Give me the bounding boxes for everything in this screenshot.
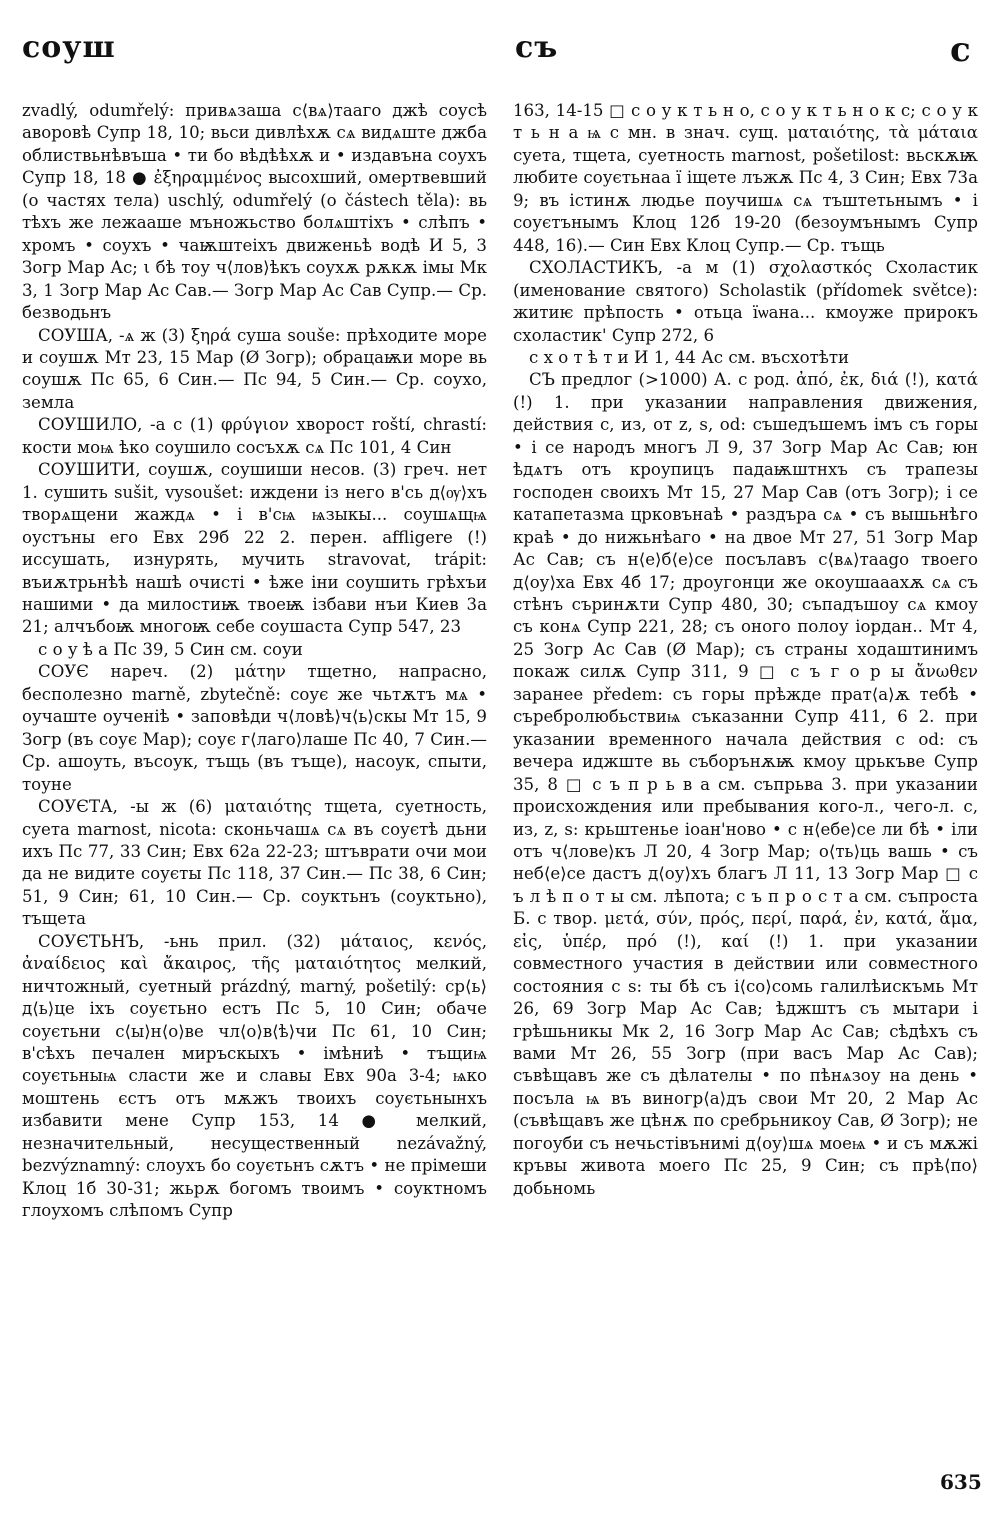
entry-soushiti: СОУШИТИ, соушѫ, соушиши несов. (3) греч. нет 1. сушить sušit, vysoušet: иждени із него в'сь д⟨ѹ⟩хъ творѧщени жаждѧ • і в'сѩ ѩзыкы... соушѧщѩ оустъны его Евх 29б 22 2. перен. affligere (!) иссушать, изнурять, мучить stravovat, trápit: въиѫтрьнѣѣ нашѣ очисті • ѣже іни соушить грѣхъи нашими • да милостиѭ твоеѭ ізбави нъи Киев 3а 21; алчъбоѭ многоѭ себе соушаста Супр 547, 23 <box>22 460 487 637</box>
running-head-left: соуш <box>22 30 116 65</box>
running-head-center: съ <box>515 30 559 65</box>
page-header <box>0 30 1000 80</box>
entry-paragraph: zvadlý, odumřelý: привѧзаша с⟨вѧ⟩тааго джѣ соусѣ аворовѣ Супр 18, 10; вьси дивлѣхѫ сѧ видѧште джба облиствьнѣвъша • ти бо вѣдѣѣхѫ и • издавъна соухъ Супр 18, 18 ● ἐξηραμμένος высохший, омертвевший (о частях тела) uschlý, odumřelý (o částech těla): вь тѣхъ же лежааше мъножьство болѧштіхъ • слѣпъ • хромъ • соухъ • чаѭштеіхъ движеньѣ водѣ И 5, 3 Зогр Мар Ас; ι бѣ тоу ч⟨лов⟩ѣкъ соухѫ рѫкѫ імы Мк 3, 1 Зогр Мар Ас Сав.— Зогр Мар Ас Сав Супр.— Ср. безводьнъ <box>22 101 487 323</box>
entry-soue: СОУЄ нареч. (2) μάτην тщетно, напрасно, бесполезно marně, zbytečně: соує же чьтѫтъ мѧ • оучаште оученіѣ • заповѣди ч⟨ловѣ⟩ч⟨ь⟩скы Мт 15, 9 Зогр (въ соує Мар); соує г⟨лаго⟩лаше Пс 40, 7 Син.— Ср. ашоуть, въсоук, тъщь (въ тъще), насоук, спыти, тоуне <box>22 662 487 794</box>
entry-paragraph: 163, 14-15 □ с о у к т ь н о, с о у к т ь н о к с; с о у к т ь н а ѩ с мн. в знач. сущ. ματαιότης, τὰ μάταια суета, тщета, суетность marnost, pošetilost: вьскѫѭ любите соуєтьнаа ї іщете лъжѫ Пс 4, 3 Син; Евх 73а 9; въ істинѫ людье поучишѧ сѧ тъштетьнымъ • і соуєтънымъ Клоц 12б 19-20 (безоумънымъ Супр 448, 16).— Син Евх Клоц Супр.— Ср. тъщь <box>513 101 978 255</box>
entry-su-preposition: СЪ предлог (>1000) А. с род. ἀπό, ἐκ, διά (!), κατά (!) 1. при указании направления движения, действия с, из, от z, s, od: съшедъшемъ імъ съ горы • і се народъ многъ Л 9, 37 Зогр Мар Ас Сав; юн ѣдѧтъ отъ кроупицъ падаѭштнхъ съ трапезы господен своихъ Мт 15, 27 Мар Сав (отъ Зогр); і се катапетазма црковънаѣ • раздъра сѧ • съ вышьнѣго краѣ • до нижьнѣаго • на двое Мт 27, 51 Зогр Мар Ас Сав; съ н⟨е⟩б⟨е⟩се посълавъ с⟨вѧ⟩таago твоего д⟨оу⟩ха Евх 4б 17; дроугонци же окоушааахѫ сѧ съ стѣнъ съринѫти Супр 480, 30; съпадъшоу сѧ кмоу съ конѧ Супр 221, 28; съ оного полоу іордан.. Мт 4, 25 Зогр Ас Сав (Ø Мар); съ страны ходаштинимъ покаж силѫ Супр 311, 9 □ с ъ г о р ы ἄνωθεν заранее předem: съ горы прѣжде прат⟨а⟩ѫ тебѣ • съребролюбьствиѩ съказанни Супр 411, 6 2. при указании временного начала действия с od: съ вечера иджште вь съборънѫѭ кмоу црькъве Супр 35, 8 □ с ъ п р ь в а см. съпрьва 3. при указании происхождения или пребывания кого-л., чего-л. с, из, z, s: крьштенье іоан'ново • с н⟨ебе⟩се ли бѣ • іли отъ ч⟨лове⟩къ Л 20, 4 Зогр Мар; о⟨ть⟩ць вашь • съ неб⟨е⟩се дастъ д⟨оу⟩хъ благъ Л 11, 13 Зогр Мар □ с ъ л ѣ п о т ы см. лѣпота; с ъ п р о с т а см. съпроста Б. с твор. μετά, σύν, πρός, περί, παρά, ἐν, κατά, ἅμα, εἰς, ὑπέρ, πρό (!), καί (!) 1. при указании совместного участия в действии или совместного состояния с s: ты бѣ съ і⟨со⟩сомь галилѣискъмь Мт 26, 69 Зогр Мар Ас Сав; ѣджштъ съ мытари і грѣшьникы Мк 2, 16 Зогр Мар Ас Сав; сѣдѣхъ съ вами Мт 26, 55 Зогр (при васъ Мар Ас Сав); съвѣщавъ же съ дѣлателы • по пѣнѧзоу на день • посъла ѩ въ виногр⟨а⟩дъ свои Мт 20, 2 Мар Ас (съвѣщавъ же цѣнѫ по сребрьникоу Сав, Ø Зогр); не погоуби съ нечьстівънимі д⟨оу⟩шѧ моеѩ • и съ мѫжі кръвы живота моего Пс 25, 9 Син; съ прѣ⟨по⟩добьномь <box>513 370 978 1198</box>
entry-soueta: СОУЄТА, -ы ж (6) ματαιότης тщета, суетность, суета marnost, nicota: сконьчашѧ сѧ въ соуєтѣ дьни ихъ Пс 77, 33 Син; Евх 62а 22-23; штъврати очи мои да не видите соуєты Пс 118, 37 Син.— Пс 38, 6 Син; 51, 9 Син; 61, 10 Син.— Ср. соуктьнъ (соуктьно), тъщета <box>22 797 487 929</box>
page-number: 635 <box>940 1470 982 1494</box>
entry-sousha: СОУША, -ѧ ж (3) ξηρά суша souše: прѣходите море и соушѫ Мт 23, 15 Мар (Ø Зогр); обрацаѭи море вь соушѫ Пс 65, 6 Син.— Пс 94, 5 Син.— Ср. соухо, земла <box>22 325 487 412</box>
entry-souetun: СОУЄТЬНЪ, -ьнь прил. (32) μάταιος, κενός, ἀναίδειος καὶ ἄκαιρος, τῆς ματαιότητος мелкий, ничтожный, суетный prázdný, marný, pošetilý: ср⟨ь⟩д⟨ь⟩це іхъ соуєтьно естъ Пс 5, 10 Син; обаче соуєтьни с⟨ы⟩н⟨о⟩ве чл⟨о⟩в⟨ѣ⟩чи Пс 61, 10 Син; в'сѣхъ печален миръскыхъ • імѣниѣ • тъщиѩ соуєтьныѩ сласти же и славы Евх 90а 3-4; ѩко моштень єстъ отъ мѫжъ твоихъ соуєтьнынхъ избавити мене Супр 153, 14 ● мелкий, незначительный, несущественный nezávažný, bezvýznamný: слоухъ бо соуєтьнъ сѫтъ • не прімеши Клоц 1б 30-31; жьрѫ богомъ твоимъ • соуктномъ глоухомъ слѣпомъ Супр <box>22 931 487 1221</box>
right-column <box>513 100 978 1200</box>
entry-reference: с х о т ѣ т и И 1, 44 Ас см. въсхотѣти <box>529 347 850 367</box>
entry-soushilo: СОУШИЛО, -а с (1) φρύγιον хворост roští, chrastí: кости моѩ ѣко соушило сосъхѫ сѧ Пс 101, 4 Син <box>22 415 487 457</box>
running-head-letter: с <box>950 30 972 70</box>
left-column <box>22 100 487 1223</box>
entry-scholastik: СХОЛАСТИКЪ, -а м (1) σχολαστκός Схоластик (именование святого) Scholastik (přídomek světce): житиѥ прѣпость • отьца їѡана... кмоуже прирокъ схоластик' Супр 272, 6 <box>513 258 978 345</box>
entry-reference: с о у ѣ а Пс 39, 5 Син см. соуи <box>38 639 303 659</box>
